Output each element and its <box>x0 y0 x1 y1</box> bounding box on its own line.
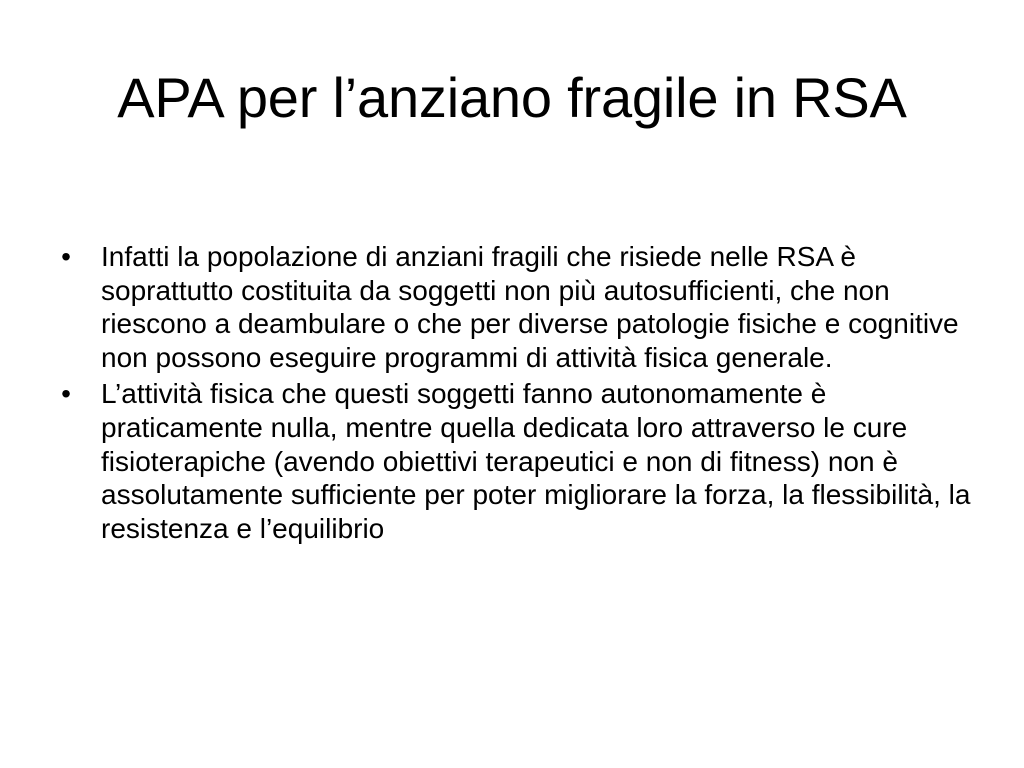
bullet-text: Infatti la popolazione di anziani fragili che risiede nelle RSA è soprattutto costituita da soggetti non più autosufficienti, che non riescono a deambulare o che per diverse patologie fisiche e cognitive non possono eseguire programmi di attività fisica generale. <box>101 241 959 373</box>
bullet-list <box>56 240 976 548</box>
bullet-text: L’attività fisica che questi soggetti fanno autonomamente è praticamente nulla, mentre quella dedicata loro attraverso le cure fisioterapiche (avendo obiettivi terapeutici e non di fitness) non è assolutamente sufficiente per poter migliorare la forza, la flessibilità, la resistenza e l’equilibrio <box>101 378 971 544</box>
bullet-icon: • <box>61 241 71 272</box>
bullet-item <box>56 377 976 545</box>
bullet-icon: • <box>61 378 71 410</box>
slide-title: APA per l’anziano fragile in RSA <box>117 66 907 129</box>
bullet-item <box>56 240 976 374</box>
